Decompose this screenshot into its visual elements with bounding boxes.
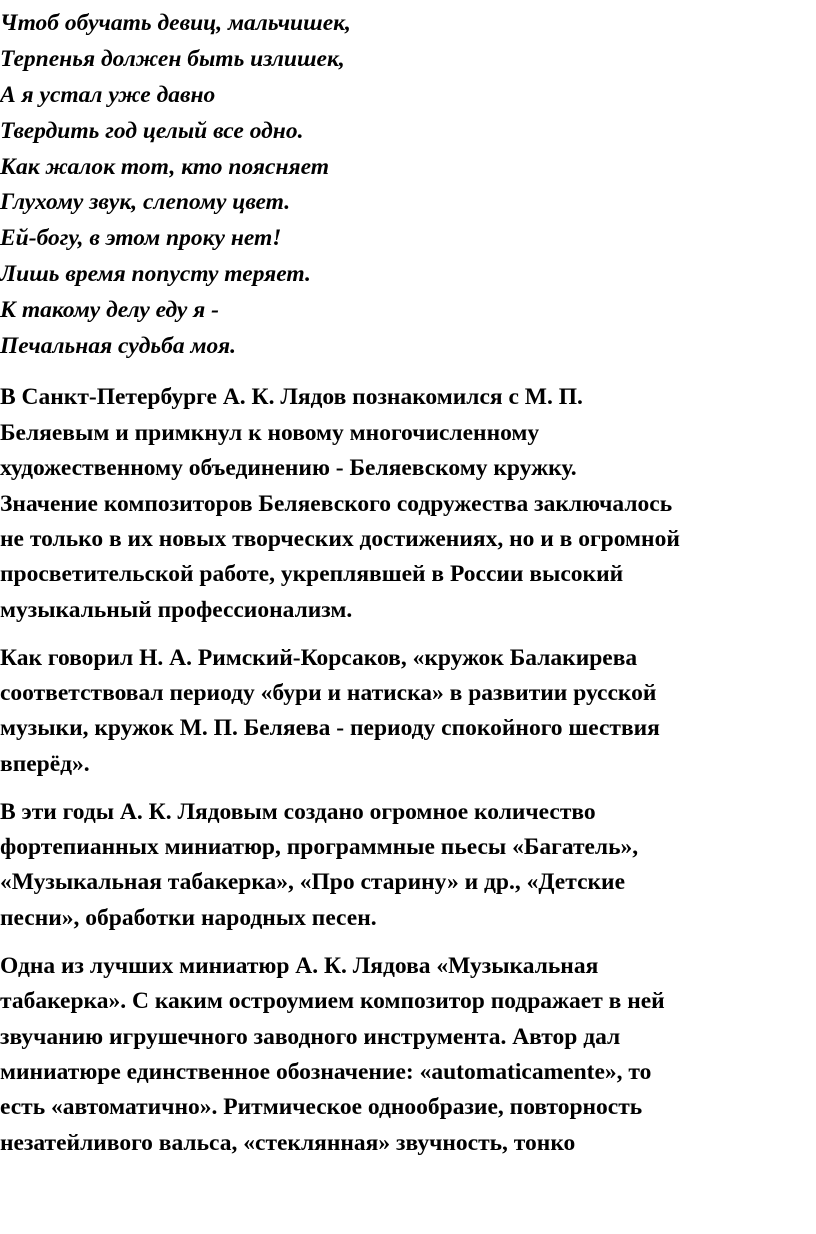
poem-stanza xyxy=(0,6,806,365)
paragraph-line: В эти годы А. К. Лядовым создано огромное количество xyxy=(0,798,596,825)
paragraph-line: Беляевым и примкнул к новому многочисленному xyxy=(0,419,540,446)
paragraph-spacer xyxy=(0,365,806,381)
poem-line: Глухому звук, слепому цвет. xyxy=(0,189,291,216)
paragraph-line: есть «автоматично». Ритмическое однообразие, повторность xyxy=(0,1094,643,1121)
paragraph-belyaev-circle xyxy=(0,380,806,628)
paragraph-spacer xyxy=(0,782,806,795)
paragraph-line: песни», обработки народных песен. xyxy=(0,904,377,931)
paragraph-spacer xyxy=(0,628,806,641)
paragraph-line: вперёд». xyxy=(0,750,90,777)
paragraph-line: Как говорил Н. А. Римский-Корсаков, «кружок Балакирева xyxy=(0,644,638,671)
paragraph-rimsky-korsakov-quote xyxy=(0,641,806,783)
poem-line: Печальная судьба моя. xyxy=(0,333,236,360)
paragraph-piano-miniatures xyxy=(0,795,806,937)
poem-line: Ей-богу, в этом проку нет! xyxy=(0,225,282,252)
paragraph-line: табакерка». С каким остроумием композитор подражает в ней xyxy=(0,988,665,1015)
paragraph-line: художественному объединению - Беляевскому кружку. xyxy=(0,455,577,482)
paragraph-line: миниатюре единственное обозначение: «automaticamente», то xyxy=(0,1058,652,1085)
poem-line: Твердить год целый все одно. xyxy=(0,117,304,144)
paragraph-line: не только в их новых творческих достижениях, но и в огромной xyxy=(0,525,680,552)
paragraph-line: соответствовал периоду «бури и натиска» в развитии русской xyxy=(0,680,657,707)
poem-line: Как жалок тот, кто поясняет xyxy=(0,153,330,180)
paragraph-line: фортепианных миниатюр, программные пьесы «Багатель», xyxy=(0,834,639,861)
poem-line: А я устал уже давно xyxy=(0,81,216,108)
poem-line: К такому делу еду я - xyxy=(0,297,219,324)
paragraph-spacer xyxy=(0,936,806,949)
poem-line: Лишь время попусту теряет. xyxy=(0,261,311,288)
paragraph-line: звучанию игрушечного заводного инструмента. Автор дал xyxy=(0,1023,621,1050)
paragraph-line: просветительской работе, укреплявшей в России высокий xyxy=(0,561,624,588)
paragraph-line: незатейливого вальса, «стеклянная» звучность, тонко xyxy=(0,1129,576,1156)
paragraph-line: Значение композиторов Беляевского содружества заключалось xyxy=(0,490,673,517)
paragraph-line: Одна из лучших миниатюр А. К. Лядова «Музыкальная xyxy=(0,952,599,979)
paragraph-line: «Музыкальная табакерка», «Про старину» и др., «Детские xyxy=(0,869,626,896)
paragraph-line: музыкальный профессионализм. xyxy=(0,596,353,623)
paragraph-line: В Санкт-Петербурге А. К. Лядов познакомился с М. П. xyxy=(0,384,583,411)
poem-line: Чтоб обучать девиц, мальчишек, xyxy=(0,10,351,36)
paragraph-line: музыки, кружок М. П. Беляева - периоду спокойного шествия xyxy=(0,715,660,742)
paragraph-music-box xyxy=(0,949,806,1161)
poem-line: Терпенья должен быть излишек, xyxy=(0,45,345,72)
